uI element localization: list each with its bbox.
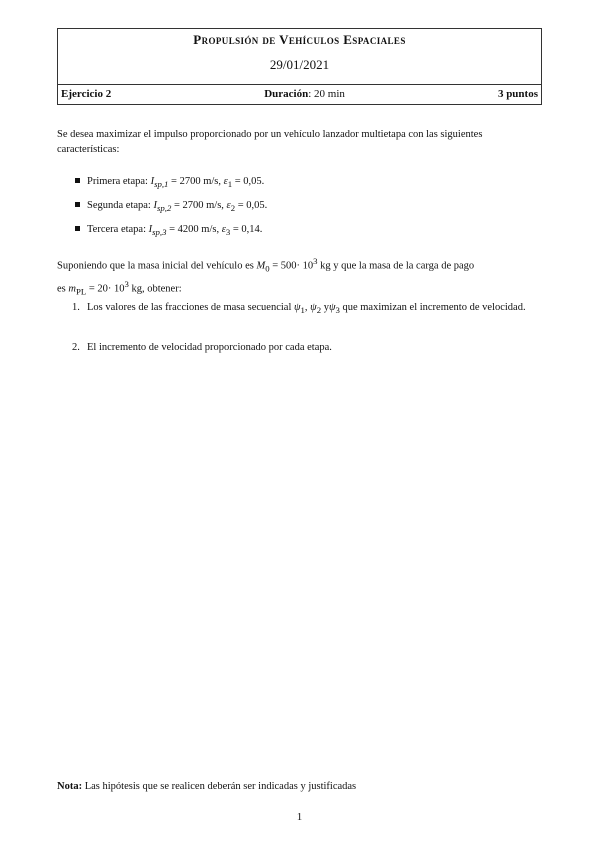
isp-value: = 2700 m/s,	[171, 176, 221, 187]
task-text: Los valores de las fracciones de masa secuencial $\psi_1$, $\psi_2$ $y\psi_3$ que maximizan el incremento de velocidad.	[87, 302, 526, 316]
duration-value: : 20 min	[308, 88, 345, 100]
task-number: 2.	[72, 342, 80, 353]
course-title: Propulsión de Vehículos Espaciales	[193, 32, 406, 47]
stage-item: Segunda etapa: $I_{sp,2} = 2700$ m/s, $\varepsilon_2 = 0,05$.	[75, 200, 267, 213]
eps-value: = 0,14.	[232, 224, 263, 235]
exercise-label: Ejercicio 2	[61, 88, 112, 100]
eps-value: = 0,05.	[237, 200, 268, 211]
exam-header	[57, 28, 542, 105]
task-text: El incremento de velocidad proporcionado por cada etapa.	[87, 342, 332, 353]
header-divider	[58, 84, 541, 85]
bullet-icon	[75, 202, 80, 207]
isp-value: = 2700 m/s,	[173, 200, 224, 211]
duration	[264, 88, 345, 100]
eps-value: = 0,05.	[234, 176, 265, 187]
stage-item: Tercera etapa: $I_{sp,3} = 4200$ m/s, $\varepsilon_3 = 0,14$.	[75, 224, 262, 237]
exam-date: 29/01/2021	[269, 57, 330, 72]
task-number: 1.	[72, 302, 80, 313]
stage-name: Segunda etapa:	[87, 200, 151, 211]
stage-name: Primera etapa:	[87, 176, 148, 187]
stage-item: Primera etapa: $I_{sp,1} = 2700$ m/s, $\varepsilon_1 = 0,05$.	[75, 176, 264, 189]
isp-value: = 4200 m/s,	[169, 224, 220, 235]
note-label: Nota:	[57, 781, 83, 792]
note	[57, 781, 356, 792]
duration-label: Duración	[264, 88, 309, 100]
points-label: 3 puntos	[497, 88, 538, 100]
page-number: 1	[296, 811, 303, 823]
intro-paragraph: Se desea maximizar el impulso proporcionado por un vehículo lanzador multietapa con las siguientes características:	[57, 129, 483, 155]
bullet-icon	[75, 226, 80, 231]
stage-name: Tercera etapa:	[87, 224, 147, 235]
conditions-paragraph: Suponiendo que la masa inicial del vehículo es $M_0 = 500\cdot 10^3$ kg y que la masa de la carga de pago es $m_{PL} = 20\cdot 10^3$ kg, obtener:	[57, 256, 475, 297]
note-text: Las hipótesis que se realicen deberán ser indicadas y justificadas	[82, 781, 357, 792]
bullet-icon	[75, 178, 80, 183]
header-meta-row	[61, 88, 538, 100]
